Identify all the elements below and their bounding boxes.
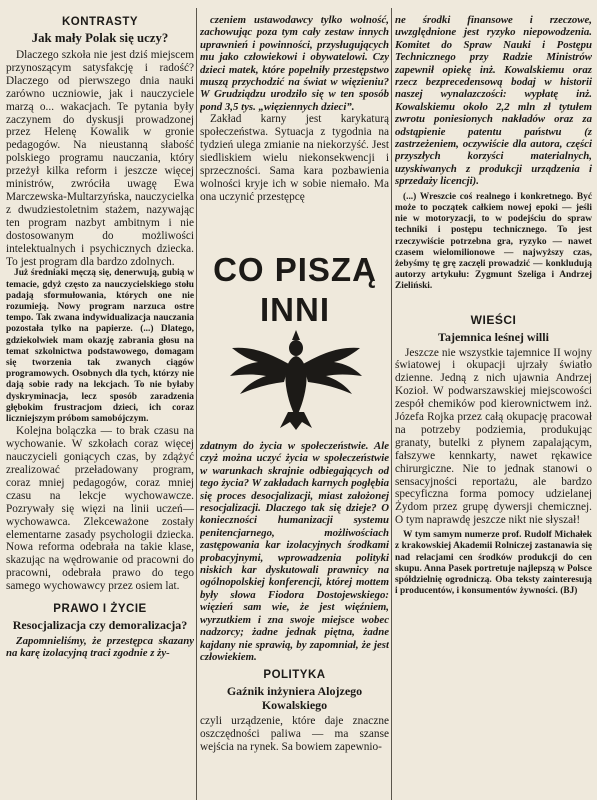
column-prawo-continued [200,14,389,240]
headline: Gaźnik inżyniera Alojzego Kowalskiego [226,684,363,713]
paragraph: Zakład karny jest karykaturą społeczeństwa. Sytuacja z tygodnia na tydzień ulega zmianie na niekorzyść. Jest siedliskiem wielu niekonsekwencji i sprzeczności. Sama kara pozbawienia wolności kryje ich w sobie niemało. Ma ona uczynić przestępcę [200,113,389,203]
section-label: KONTRASTY [61,16,139,28]
section-label: PRAWO I ŻYCIE [53,603,147,616]
eagle-emblem-icon [226,326,366,430]
paragraph: ne środki finansowe i rzeczowe, uwzględnione jest ryzyko niepowodzenia. Komitet do Spraw Nauki i Postępu Technicznego przy Radzie Ministrów zapewnił opiekę inż. Kowalskiemu oraz rzecz bezprecedensową bodaj w historii naszej wynalazczości: wypłatę inż. Kowalskiemu około 2,2 mln zł tytułem zwrotu poniesionych nakładów oraz za odstąpienie patentu państwu (z zastrzeżeniem, oczywiście dla autora, części przyszłych korzyści materialnych, uzyskiwanych z produkcji urządzenia i sprzedaży licencji). [395,14,592,188]
paragraph: Jeszcze nie wszystkie tajemnice II wojny światowej i okupacji ujrzały światło dzienne. Jedną z nich ujawnia Andrzej Kozioł. W podwarszawskiej miejscowości zespół chemików pod kierownictwem inż. Józefa Rojka przez całą okupację pracował na potrzeby podziemia, produkując granaty, butelki z płynem zapalającym, fałszywe kennkarty, nawet rękawice chirurgiczne. Nie to jednak stanowi o sensacyjności reportażu, ale bardzo specyficzna forma pomocy udzielanej Żydom przez grupę dywersji chemicznej. O tym naprawdę jeszcze nikt nie słyszał! [395,346,592,527]
paragraph: Kolejna bolączka — to brak czasu na wychowanie. W szkołach coraz więcej nauczycieli goniących czas, by zdążyć zrealizować przeładowany program, coraz mniej pedagogów, coraz mniej czasu na lekcje wychowawcze. Pozrywały się więzi na linii uczeń—wychowawca. Zlekceważone zostały elementarne zasady psychologii dziecka. Nowa reforma odebrała na takie klase, skazując na wędrowanie od pracowni do pracowni, odebrała prawo do tego samego wychowawcy przez osiem lat. [6,425,194,593]
paragraph: czeniem ustawodawcy tylko wolność, zachowując poza tym cały zestaw innych uprawnień i powinności, przysługujących mu jako człowiekowi i obywatelowi. Czy dzieci matek, które popełniły przestępstwo muszą przychodzić na świat w więzieniu? W Grudziądzu urodziło się w ten sposób pond 3,5 tys. „więziennych dzieci”. [200,14,389,113]
headline: Resocjalizacja czy demoralizacja? [12,618,188,633]
paragraph: czyli urządzenie, które daje znaczne oszczędności paliwa — ma szanse wejścia na rynek. Sa bowiem zapewnio- [200,715,389,754]
section-label: WIEŚCI [470,312,517,327]
quote-paragraph: (...) Wreszcie coś realnego i konkretnego. Być może to początek całkiem nowej epoki — jeśli nie w motoryzacji, to w podejściu do spraw techniki i postępu technicznego. To jest rzeczywiście potrzebna gra, ryzyko — nawet czasem wielomilionowe — najwyższy czas, żebyśmy tę grę zaczęli prowadzić — konkludują autorzy artykułu: Zygmunt Szeliga i Andrzej Zieliński. [395,191,592,292]
column-prawo-lower [200,440,389,800]
paragraph: Zapomnieliśmy, że przestępca skazany na karę izolacyjną traci zgodnie z ży- [6,635,194,660]
paragraph: W tym samym numerze prof. Rudolf Michałek z krakowskiej Akademii Rolniczej zastanawia się nad relacjami cen środków produkcji do cen skupu. Anna Pasek portretuje najlepszą w Polsce spółdzielnię ogrodniczą. Oba teksty zainteresują i producentów, i konsumentów żywności. (BJ) [395,530,592,597]
column-rule-left [196,8,197,800]
masthead-line: INNI [260,291,330,328]
section-label: POLITYKA [263,669,326,682]
masthead-line: CO PISZĄ [213,251,377,288]
headline: Tajemnica leśnej willi [438,329,549,344]
column-wiesci [395,14,592,800]
column-rule-right [391,8,392,800]
column-kontrasty [6,14,194,800]
masthead-title [202,250,388,330]
paragraph: zdatnym do życia w społeczeństwie. Ale czyż można uczyć życia w społeczeństwie w warunkach skrajnie odbiegających od tego życia? W zakładach karnych pogłębia się proces desocjalizacji, miast założonej resocjalizacji. Dlaczego tak się dzieje? O konieczności humanizacji systemu penitencjarnego, możliwościach zastępowania kar izolacyjnych środkami probacyjnymi, wprowadzenia polityki niskich kar dyskutowali prawnicy na ogólnopolskiej konferencji, której mottem były słowa Fiodora Dostojewskiego: więzień sam wie, że jest więźniem, wyrzutkiem i zna swoje miejsce wobec nadzorcy; żadne jednak piętna, żadne kajdany nie sprawią, by zapomniał, że jest człowiekiem. [200,440,389,663]
paragraph: Dlaczego szkoła nie jest dziś miejscem przynoszącym satysfakcję i radość? Dlaczego od pierwszego dnia nauki zarówno uczniowie, jak i nauczyciele marzą o... wakacjach. Te pytania były zaczynem do dyskusji prowadzonej przez Helenę Kowalik w gronie pedagogów. Na nieustanną słabość polskiego programu nauczania, który przeżył kilka reform i jeszcze więcej ministrów, zwróciła uwagę Ewa Marczewska-Multarzyńska, nauczycielka z dwudziestoletnim stażem, nazywając ten program nazbyt ambitnym i nie dostosowanym do możliwości intelektualnych i psychicznych dziecka. To jest program dla bardzo zdolnych. [6,49,194,268]
headline: Jak mały Polak się uczy? [31,31,169,45]
quote-paragraph: Już średniaki męczą się, denerwują, gubią w temacie, gdyż często za nauczycielskiego stołu padają sformułowania, których one nie rozumieją. Nowy program narzuca ostre tempo. Tak zwana indywidualizacja nauczania pozostała tylko na papierze. (...) Dlatego, gdziekolwiek mam okazję zabrania głosu na temat szkolnictwa podstawowego, domagam się tworzenia tak zwanych ciągów programowych. Osobnych dla tych, którzy nie dają sobie rady na lekcjach. To nie byłaby dyskryminacja, lecz sposób zaradzenia głębokim frustracjom dzieci, ich coraz liczniejszym próbom samobójczym. [6,268,194,425]
